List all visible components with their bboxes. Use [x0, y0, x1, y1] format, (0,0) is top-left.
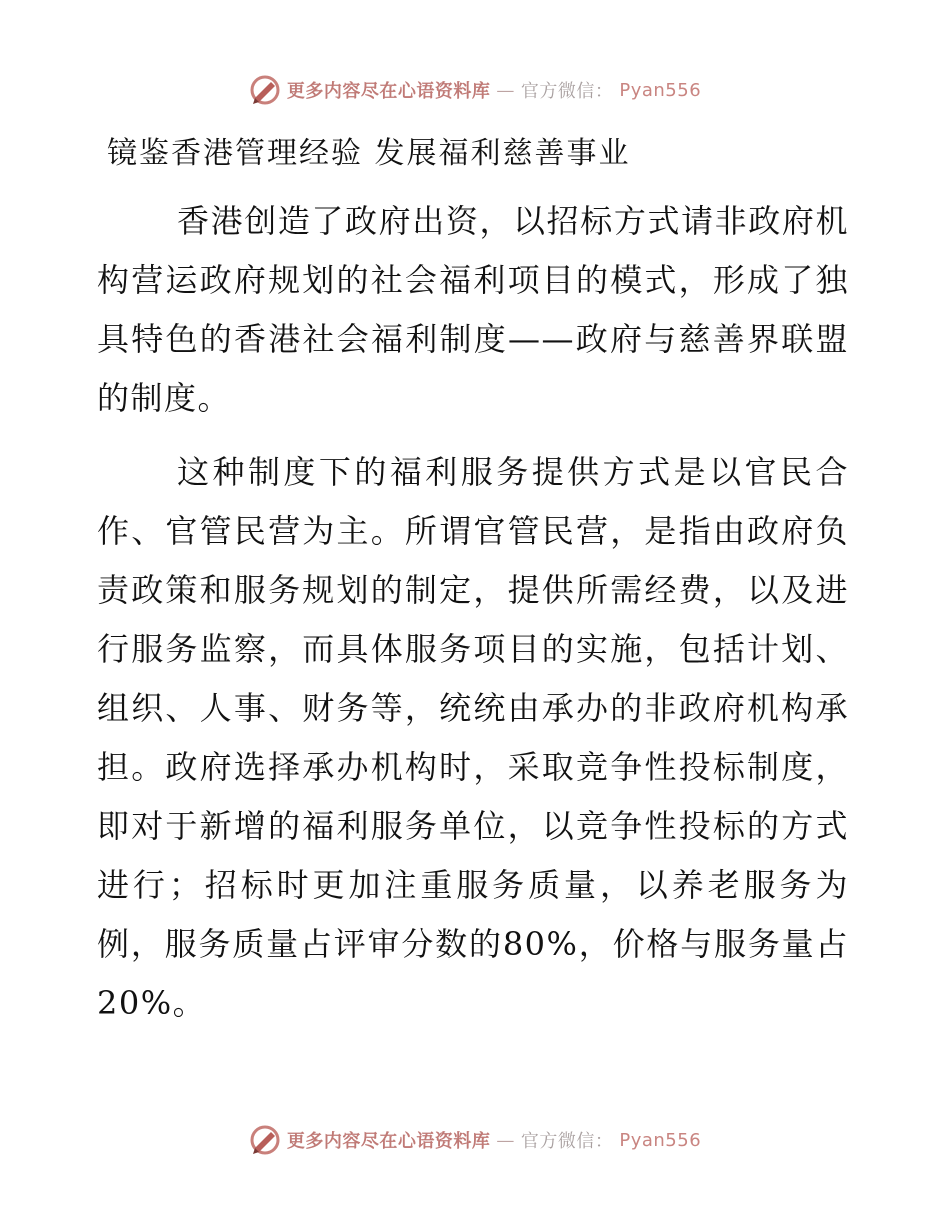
watermark-handle: Pyan556 — [619, 79, 702, 101]
watermark-brand: 更多内容尽在心语资料库 — [286, 81, 491, 102]
watermark-content — [249, 1124, 701, 1156]
watermark-official-label: 官方微信： — [520, 81, 614, 102]
pen-logo-icon — [249, 74, 281, 106]
watermark-content — [249, 74, 701, 106]
watermark-dash: — — [496, 1129, 515, 1151]
watermark-official-label: 官方微信： — [520, 1131, 614, 1152]
paragraph-2: 这种制度下的福利服务提供方式是以官民合作、官管民营为主。所谓官管民营，是指由政府负责政策和服务规划的制定，提供所需经费，以及进行服务监察，而具体服务项目的实施，包括计划、组织、人事、财务等，统统由承办的非政府机构承担。政府选择承办机构时，采取竞争性投标制度，即对于新增的福利服务单位，以竞争性投标的方式进行；招标时更加注重服务质量，以养老服务为例，服务质量占评审分数的80%，价格与服务量占20%。 — [97, 453, 849, 1022]
watermark-handle: Pyan556 — [619, 1129, 702, 1151]
watermark-brand: 更多内容尽在心语资料库 — [286, 1131, 491, 1152]
paragraph-1: 香港创造了政府出资，以招标方式请非政府机构营运政府规划的社会福利项目的模式，形成了独具特色的香港社会福利制度——政府与慈善界联盟的制度。 — [97, 202, 849, 417]
watermark-dash: — — [496, 79, 515, 101]
footer-watermark — [0, 1120, 950, 1160]
header-watermark — [0, 70, 950, 110]
document-title: 镜鉴香港管理经验 发展福利慈善事业 — [107, 136, 631, 171]
pen-logo-icon — [249, 1124, 281, 1156]
